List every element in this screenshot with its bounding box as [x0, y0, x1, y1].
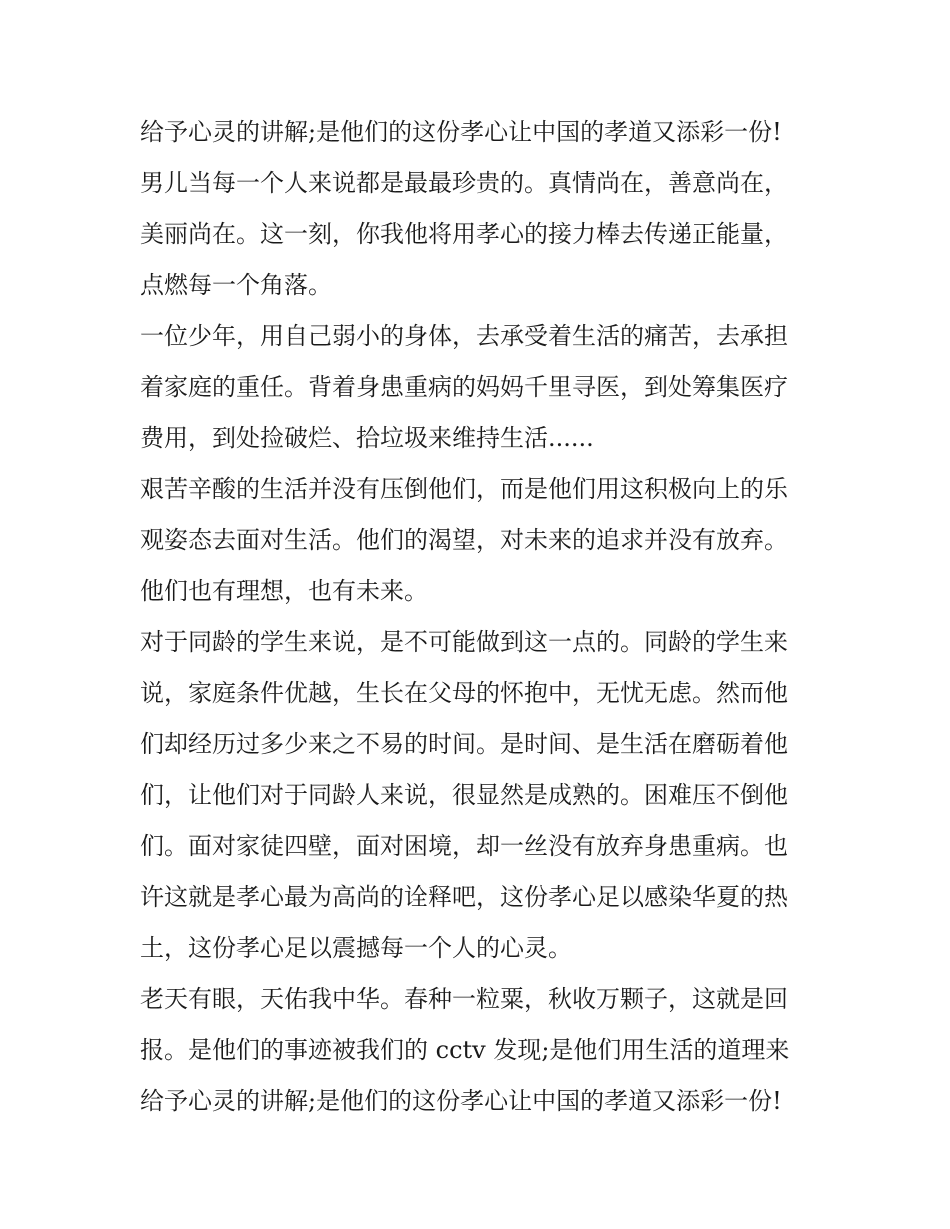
text-line: 许这就是孝心最为高尚的诠释吧，这份孝心足以感染华夏的热 [140, 883, 788, 911]
document-body [140, 107, 820, 1127]
text-line: 给予心灵的讲解;是他们的这份孝心让中国的孝道又添彩一份! [140, 118, 782, 146]
text-line: 费用，到处捡破烂、拾垃圾来维持生活...... [140, 424, 594, 452]
text-line: 老天有眼，天佑我中华。春种一粒粟，秋收万颗子，这就是回 [140, 985, 788, 1013]
text-line: 点燃每一个角落。 [140, 271, 332, 299]
text-line: 对于同龄的学生来说，是不可能做到这一点的。同龄的学生来 [140, 628, 788, 656]
text-line: 们，让他们对于同龄人来说，很显然是成熟的。困难压不倒他 [140, 781, 788, 809]
text-line: 说，家庭条件优越，生长在父母的怀抱中，无忧无虑。然而他 [140, 679, 788, 707]
text-line: 着家庭的重任。背着身患重病的妈妈千里寻医，到处筹集医疗 [140, 373, 788, 401]
text-line: 美丽尚在。这一刻，你我他将用孝心的接力棒去传递正能量， [140, 220, 788, 248]
text-line: 报。是他们的事迹被我们的 cctv 发现;是他们用生活的道理来 [140, 1036, 790, 1064]
text-line: 艰苦辛酸的生活并没有压倒他们，而是他们用这积极向上的乐 [140, 475, 788, 503]
text-line: 观姿态去面对生活。他们的渴望，对未来的追求并没有放弃。 [140, 526, 788, 554]
text-line: 一位少年，用自己弱小的身体，去承受着生活的痛苦，去承担 [140, 322, 788, 350]
text-line: 土，这份孝心足以震撼每一个人的心灵。 [140, 934, 572, 962]
text-line: 他们也有理想，也有未来。 [140, 577, 428, 605]
text-line: 们却经历过多少来之不易的时间。是时间、是生活在磨砺着他 [140, 730, 788, 758]
text-line: 们。面对家徒四壁，面对困境，却一丝没有放弃身患重病。也 [140, 832, 788, 860]
text-line: 给予心灵的讲解;是他们的这份孝心让中国的孝道又添彩一份! [140, 1087, 782, 1115]
text-line: 男儿当每一个人来说都是最最珍贵的。真情尚在，善意尚在， [140, 169, 788, 197]
